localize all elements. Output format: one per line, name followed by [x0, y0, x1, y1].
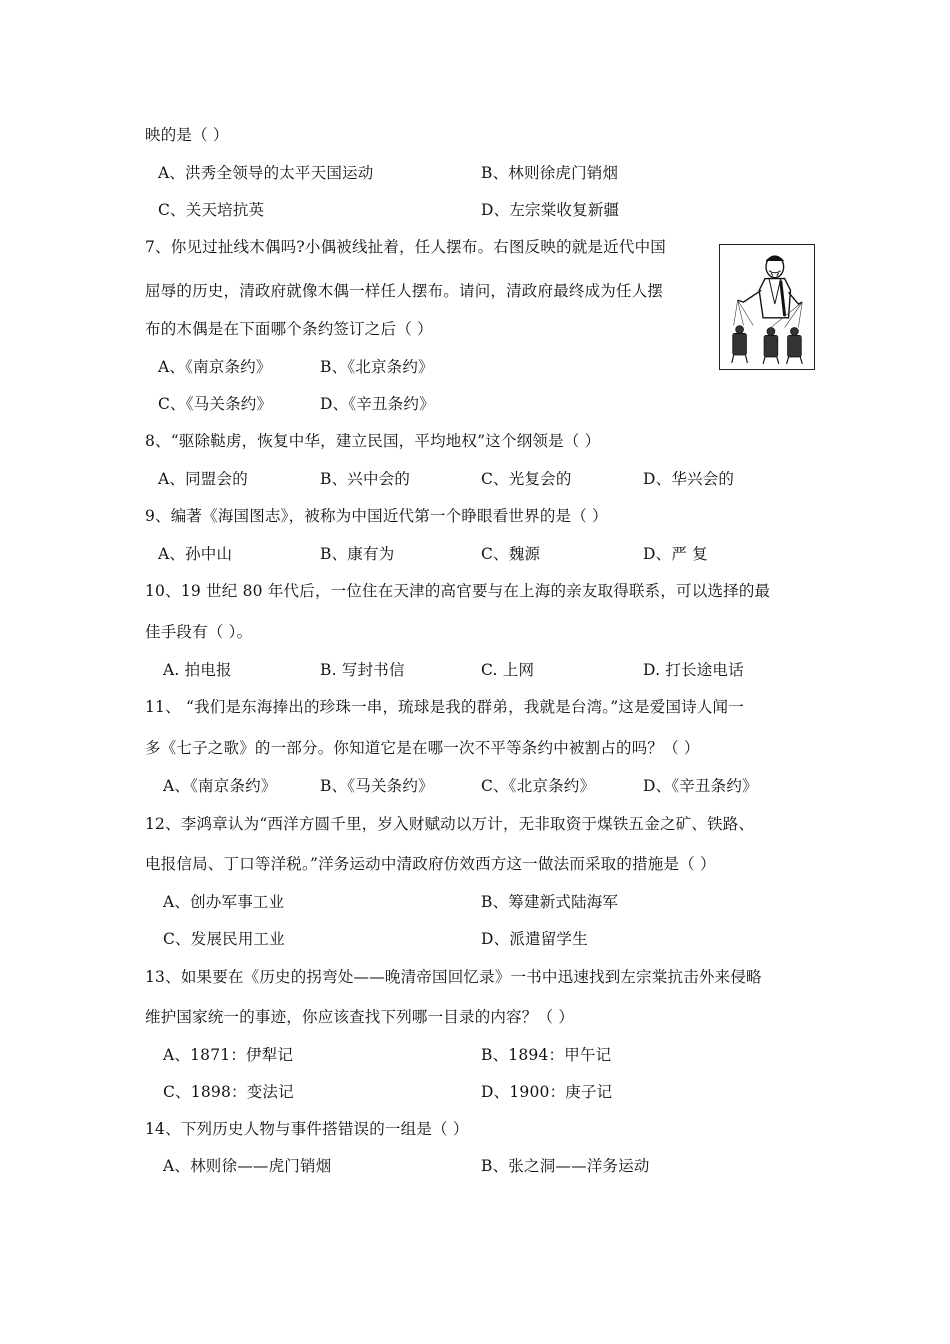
q7-option-b: B、《北京条约》 — [320, 358, 434, 376]
q8-option-b: B、兴中会的 — [320, 470, 411, 488]
q12-option-b: B、筹建新式陆海军 — [481, 893, 619, 911]
q14-option-a: A、林则徐——虎门销烟 — [163, 1157, 332, 1175]
q6-option-b: B、林则徐虎门销烟 — [481, 164, 619, 182]
q6-option-a: A、洪秀全领导的太平天国运动 — [158, 164, 374, 182]
q12-option-a: A、创办军事工业 — [163, 893, 285, 911]
q12-stem-line-1: 12、李鸿章认为“西洋方圆千里，岁入财赋动以万计，无非取资于煤铁五金之矿、铁路、 — [145, 815, 755, 833]
puppet-illustration — [719, 244, 815, 370]
q6-option-c: C、关天培抗英 — [158, 201, 265, 219]
q11-option-c: C、《北京条约》 — [481, 777, 596, 795]
q7-stem-line-1: 7、你见过扯线木偶吗?小偶被线扯着，任人摆布。右图反映的就是近代中国 — [145, 238, 666, 256]
q13-option-d: D、1900：庚子记 — [481, 1083, 613, 1101]
q7-option-d: D、《辛丑条约》 — [320, 395, 435, 413]
q8-option-d: D、华兴会的 — [643, 470, 735, 488]
q12-option-c: C、发展民用工业 — [163, 930, 285, 948]
q11-stem-line-1: 11、 “我们是东海捧出的珍珠一串，琉球是我的群弟，我就是台湾。”这是爱国诗人闻一 — [145, 698, 744, 716]
q9-stem: 9、编著《海国图志》，被称为中国近代第一个睁眼看世界的是（ ） — [145, 507, 608, 525]
q14-stem: 14、下列历史人物与事件搭错误的一组是（ ） — [145, 1120, 469, 1138]
q12-stem-line-2: 电报信局、丁口等洋税。”洋务运动中清政府仿效西方这一做法而采取的措施是（ ） — [145, 855, 716, 873]
q7-stem-line-2: 屈辱的历史，清政府就像木偶一样任人摆布。请问，清政府最终成为任人摆 — [145, 282, 664, 300]
q10-stem-line-2: 佳手段有（ ）。 — [145, 623, 253, 641]
q8-option-a: A、同盟会的 — [158, 470, 248, 488]
q13-stem-line-2: 维护国家统一的事迹，你应该查找下列哪一目录的内容？（ ） — [145, 1008, 575, 1026]
q11-option-b: B、《马关条约》 — [320, 777, 434, 795]
q13-stem-line-1: 13、如果要在《历史的拐弯处——晚清帝国回忆录》一书中迅速找到左宗棠抗击外来侵略 — [145, 968, 762, 986]
q11-option-d: D、《辛丑条约》 — [643, 777, 758, 795]
q9-option-d: D、严 复 — [643, 545, 708, 563]
q8-option-c: C、光复会的 — [481, 470, 572, 488]
q7-option-c: C、《马关条约》 — [158, 395, 273, 413]
q9-option-b: B、康有为 — [320, 545, 395, 563]
q9-option-c: C、魏源 — [481, 545, 541, 563]
q9-option-a: A、孙中山 — [158, 545, 233, 563]
q11-stem-line-2: 多《七子之歌》的一部分。你知道它是在哪一次不平等条约中被割占的吗？（ ） — [145, 739, 700, 757]
q10-option-b: B. 写封书信 — [320, 661, 405, 679]
q10-option-c: C. 上网 — [481, 661, 535, 679]
q13-option-c: C、1898：变法记 — [163, 1083, 294, 1101]
q12-option-d: D、派遣留学生 — [481, 930, 588, 948]
puppeteer-drawing — [720, 245, 814, 369]
q10-option-d: D. 打长途电话 — [643, 661, 744, 679]
q13-option-b: B、1894：甲午记 — [481, 1046, 612, 1064]
q8-stem: 8、“驱除鞑虏，恢复中华，建立民国，平均地权”这个纲领是（ ） — [145, 432, 601, 450]
q11-option-a: A、《南京条约》 — [163, 777, 277, 795]
q13-option-a: A、1871：伊犁记 — [163, 1046, 294, 1064]
q6-stem-tail: 映的是（ ） — [145, 126, 229, 144]
q7-option-a: A、《南京条约》 — [158, 358, 272, 376]
q6-option-d: D、左宗棠收复新疆 — [481, 201, 620, 219]
q14-option-b: B、张之洞——洋务运动 — [481, 1157, 650, 1175]
q10-stem-line-1: 10、19 世纪 80 年代后，一位住在天津的高官要与在上海的亲友取得联系，可以选择的最 — [145, 582, 771, 600]
q7-stem-line-3: 布的木偶是在下面哪个条约签订之后（ ） — [145, 320, 433, 338]
q10-option-a: A. 拍电报 — [163, 661, 232, 679]
